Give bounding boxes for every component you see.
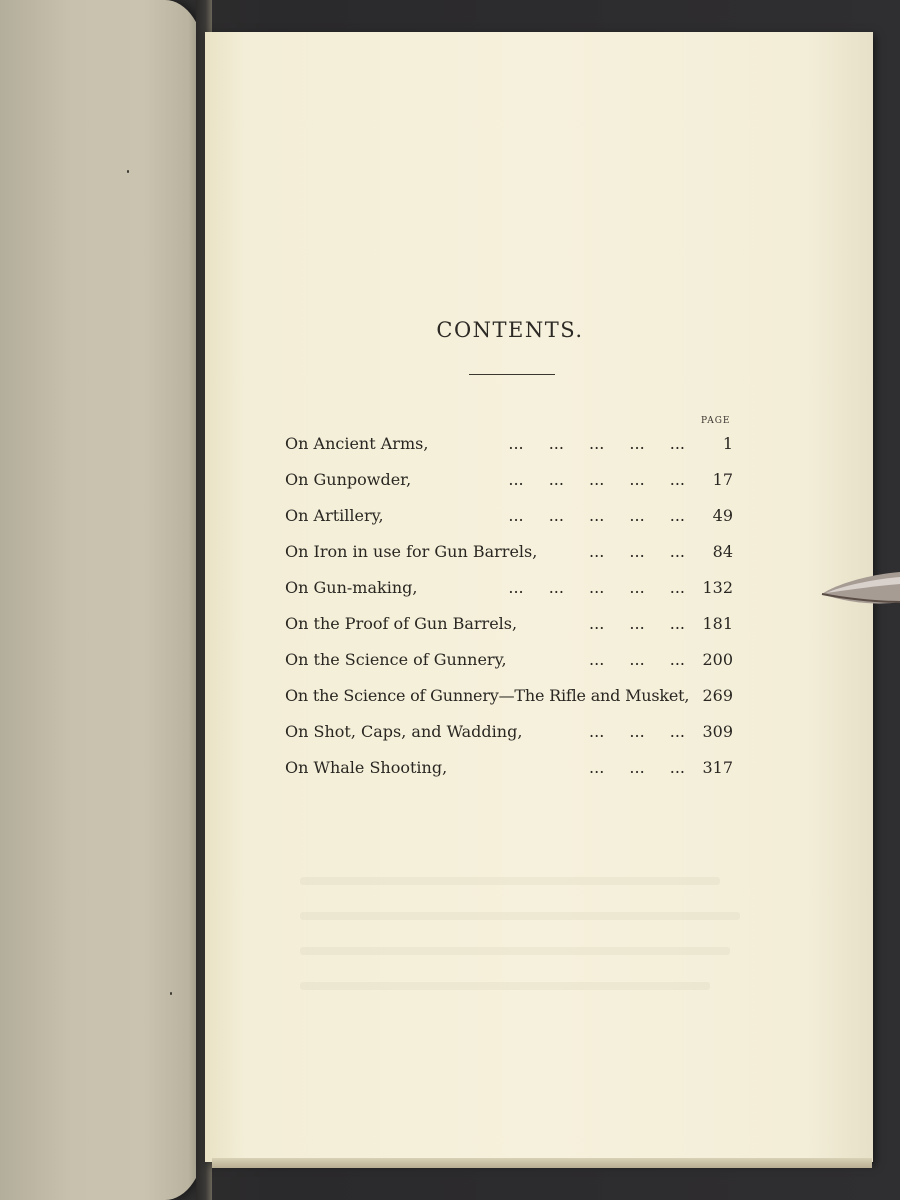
left-flyleaf-page <box>0 0 205 1200</box>
toc-leader-dots: ... ... ... <box>589 542 685 561</box>
paper-speck <box>170 992 172 995</box>
table-of-contents <box>285 426 733 786</box>
toc-entry-page: 17 <box>712 470 733 489</box>
toc-entry-title: On Shot, Caps, and Wadding, <box>285 722 523 741</box>
toc-leader-dots: ... ... ... ... ... <box>508 578 685 597</box>
paper-speck <box>127 170 129 173</box>
toc-entry-page: 49 <box>712 506 733 525</box>
toc-entry <box>285 642 733 678</box>
contents-page <box>205 32 873 1162</box>
show-through-line <box>300 947 730 955</box>
toc-entry-page: 309 <box>702 722 733 741</box>
toc-entry-title: On Whale Shooting, <box>285 758 448 777</box>
toc-leader-dots: ... ... ... <box>589 722 685 741</box>
page-content <box>205 32 873 1162</box>
toc-leader-dots: ... ... ... ... ... <box>508 434 685 453</box>
toc-entry-title: On Gun-making, <box>285 578 418 597</box>
toc-entry-page: 317 <box>702 758 733 777</box>
toc-entry <box>285 498 733 534</box>
toc-entry-page: 181 <box>702 614 733 633</box>
toc-entry-page: 200 <box>702 650 733 669</box>
show-through-line <box>300 877 720 885</box>
page-title: CONTENTS. <box>436 318 584 342</box>
title-rule <box>469 374 555 375</box>
page-block-edge <box>212 1158 872 1168</box>
toc-entry <box>285 462 733 498</box>
toc-entry-title: On the Science of Gunnery, <box>285 650 507 669</box>
toc-entry-page: 84 <box>712 542 733 561</box>
toc-entry <box>285 426 733 462</box>
toc-entry <box>285 678 733 714</box>
toc-entry-title: On Iron in use for Gun Barrels, <box>285 542 538 561</box>
toc-entry <box>285 570 733 606</box>
toc-entry-title: On the Proof of Gun Barrels, <box>285 614 518 633</box>
toc-entry-title: On the Science of Gunnery—The Rifle and Musket, <box>285 686 690 705</box>
toc-entry-title: On Artillery, <box>285 506 384 525</box>
toc-entry-title: On Gunpowder, <box>285 470 412 489</box>
toc-entry-page: 1 <box>722 434 733 453</box>
bookmark-pointer-icon <box>820 572 900 610</box>
toc-entry-title: On Ancient Arms, <box>285 434 429 453</box>
toc-leader-dots: ... ... ... ... ... <box>508 506 685 525</box>
toc-entry-page: 269 <box>702 686 733 705</box>
toc-entry-page: 132 <box>702 578 733 597</box>
toc-entry <box>285 714 733 750</box>
toc-leader-dots: ... ... ... <box>589 758 685 777</box>
show-through-line <box>300 912 740 920</box>
toc-entry <box>285 750 733 786</box>
toc-leader-dots: ... ... ... <box>589 614 685 633</box>
page-column-heading: PAGE <box>701 416 731 426</box>
toc-leader-dots: ... ... ... ... ... <box>508 470 685 489</box>
show-through-line <box>300 982 710 990</box>
toc-leader-dots: ... ... ... <box>589 650 685 669</box>
toc-entry <box>285 606 733 642</box>
toc-entry <box>285 534 733 570</box>
